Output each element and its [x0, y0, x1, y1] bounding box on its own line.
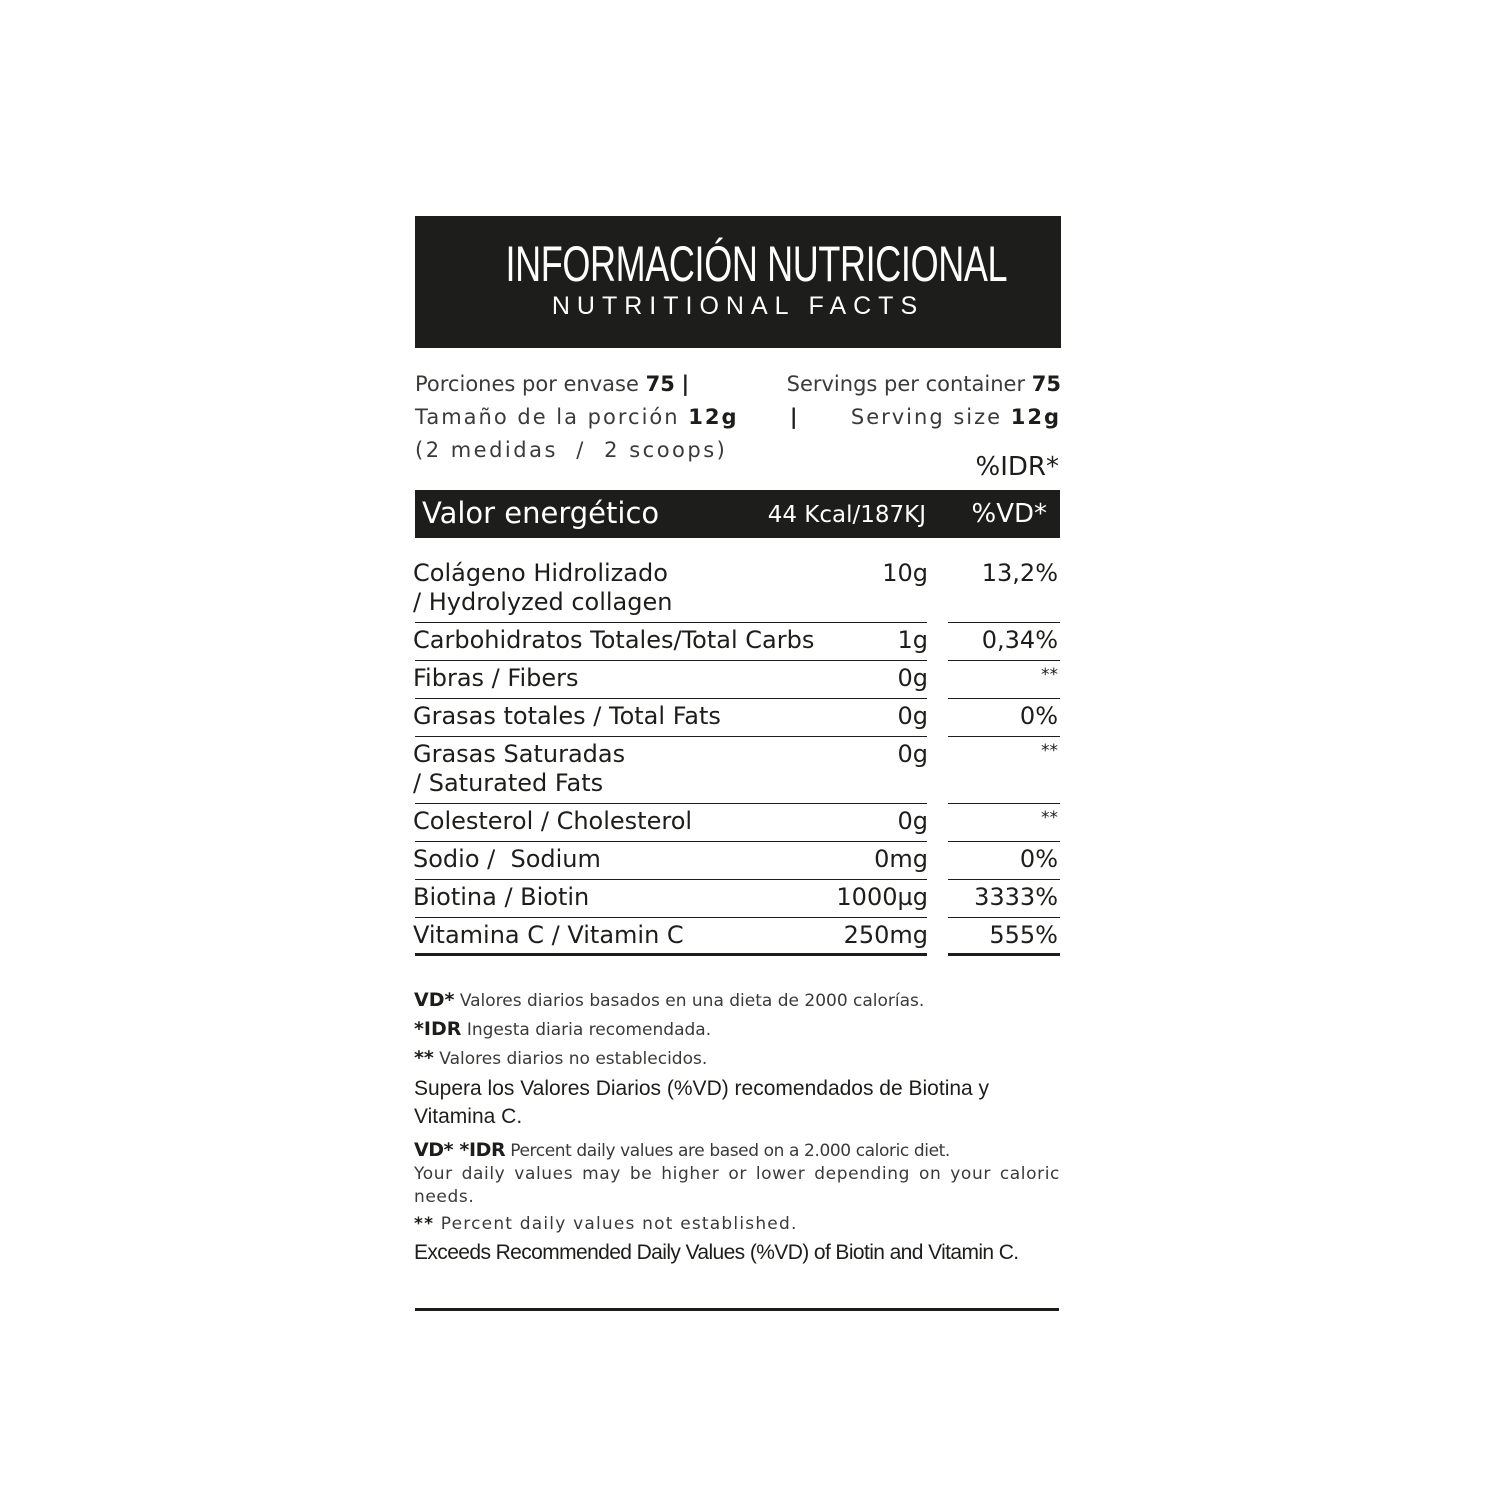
vd-header: %VD*	[971, 499, 1047, 529]
nutrient-row-sodium	[415, 842, 1061, 880]
bottom-divider	[415, 1308, 1059, 1311]
energy-value: 44 Kcal/187KJ	[767, 502, 926, 528]
servings-per-container	[415, 368, 1061, 401]
per-container-en-value: 75	[1031, 372, 1061, 396]
nutrient-amount: 0mg	[874, 845, 928, 873]
nutrient-pct: **	[1041, 741, 1058, 761]
separator: |	[789, 405, 800, 429]
scoops-info	[415, 434, 1061, 467]
per-container-en-label: Servings per container	[786, 372, 1026, 396]
nutrient-row-biotin	[415, 880, 1061, 918]
footnote-en-daily-values: Your daily values may be higher or lower depending on your caloric needs.	[414, 1164, 1060, 1207]
nutrient-amount: 0g	[897, 807, 928, 835]
nutrient-name: Colesterol / Cholesterol	[413, 807, 693, 835]
size-es-value: 12g	[688, 405, 739, 429]
serving-size	[415, 401, 1061, 434]
footnote-en-vd-idr: VD* *IDR Percent daily values are based on a 2.000 caloric diet.	[414, 1139, 950, 1161]
nutrient-row-cholesterol	[415, 804, 1061, 842]
nutrient-amount: 1000µg	[836, 883, 928, 911]
nutrient-row-total-fats	[415, 699, 1061, 737]
title-es: INFORMACIÓN NUTRICIONAL	[505, 236, 1008, 292]
servings-info	[415, 368, 1061, 467]
nutrient-name: Grasas totales / Total Fats	[413, 702, 721, 730]
nutrient-pct: 3333%	[974, 883, 1058, 911]
label-header	[415, 216, 1061, 348]
nutrient-amount: 10g	[882, 559, 928, 587]
footnote-exceeds-es: Supera los Valores Diarios (%VD) recomendados de Biotina y Vitamina C.	[414, 1077, 990, 1128]
nutrient-pct: 555%	[989, 921, 1058, 949]
nutrient-table	[415, 556, 1061, 956]
nutrient-row-collagen	[415, 556, 1061, 623]
nutrient-name: Grasas Saturadas / Saturated Fats	[413, 740, 626, 797]
nutrient-amount: 1g	[897, 626, 928, 654]
nutrient-amount: 0g	[897, 702, 928, 730]
nutrient-name: Carbohidratos Totales/Total Carbs	[413, 626, 815, 654]
nutrient-pct: 13,2%	[981, 559, 1058, 587]
nutrient-pct: 0,34%	[981, 626, 1058, 654]
nutrient-name: Vitamina C / Vitamin C	[413, 921, 684, 949]
per-container-es-value: 75	[645, 372, 675, 396]
scoops-text: (2 medidas / 2 scoops)	[415, 438, 728, 462]
nutrition-label	[413, 216, 1061, 1264]
footnote-not-established: ** Valores diarios no establecidos.	[414, 1047, 708, 1069]
idr-header: %IDR*	[975, 452, 1059, 482]
energy-bar	[415, 490, 1060, 538]
nutrient-pct: 0%	[1019, 702, 1058, 730]
nutrient-row-saturated-fats	[415, 737, 1061, 804]
nutrient-name: Sodio / Sodium	[413, 845, 601, 873]
size-en-value: 12g	[1010, 405, 1061, 429]
nutrient-amount: 0g	[897, 740, 928, 768]
energy-label: Valor energético	[422, 496, 660, 530]
nutrient-row-carbs	[415, 623, 1061, 661]
nutrient-pct: **	[1041, 808, 1058, 828]
nutrient-name: Fibras / Fibers	[413, 664, 579, 692]
footnotes-en	[414, 1138, 1060, 1268]
separator: |	[681, 372, 690, 396]
per-container-es-label: Porciones por envase	[415, 372, 639, 396]
size-en-label: Serving size	[850, 405, 1003, 429]
nutrient-name: Colágeno Hidrolizado / Hydrolyzed collagen	[413, 559, 673, 616]
nutrient-row-vitamin-c	[415, 918, 1061, 956]
nutrient-row-fibers	[415, 661, 1061, 699]
footnote-en-not-established: ** Percent daily values not established.	[414, 1214, 798, 1234]
nutrient-pct: **	[1041, 665, 1058, 685]
size-es-label: Tamaño de la porción	[415, 405, 680, 429]
footnote-idr: *IDR Ingesta diaria recomendada.	[414, 1018, 712, 1040]
title-en: NUTRITIONAL FACTS	[551, 292, 925, 320]
nutrient-amount: 250mg	[843, 921, 928, 949]
footnotes-es	[414, 986, 1060, 1131]
nutrient-amount: 0g	[897, 664, 928, 692]
nutrient-pct: 0%	[1019, 845, 1058, 873]
footnote-vd: VD* Valores diarios basados en una dieta de 2000 calorías.	[414, 989, 925, 1011]
footnote-exceeds-en: Exceeds Recommended Daily Values (%VD) of Biotin and Vitamin C.	[414, 1241, 1019, 1264]
nutrient-name: Biotina / Biotin	[413, 883, 590, 911]
